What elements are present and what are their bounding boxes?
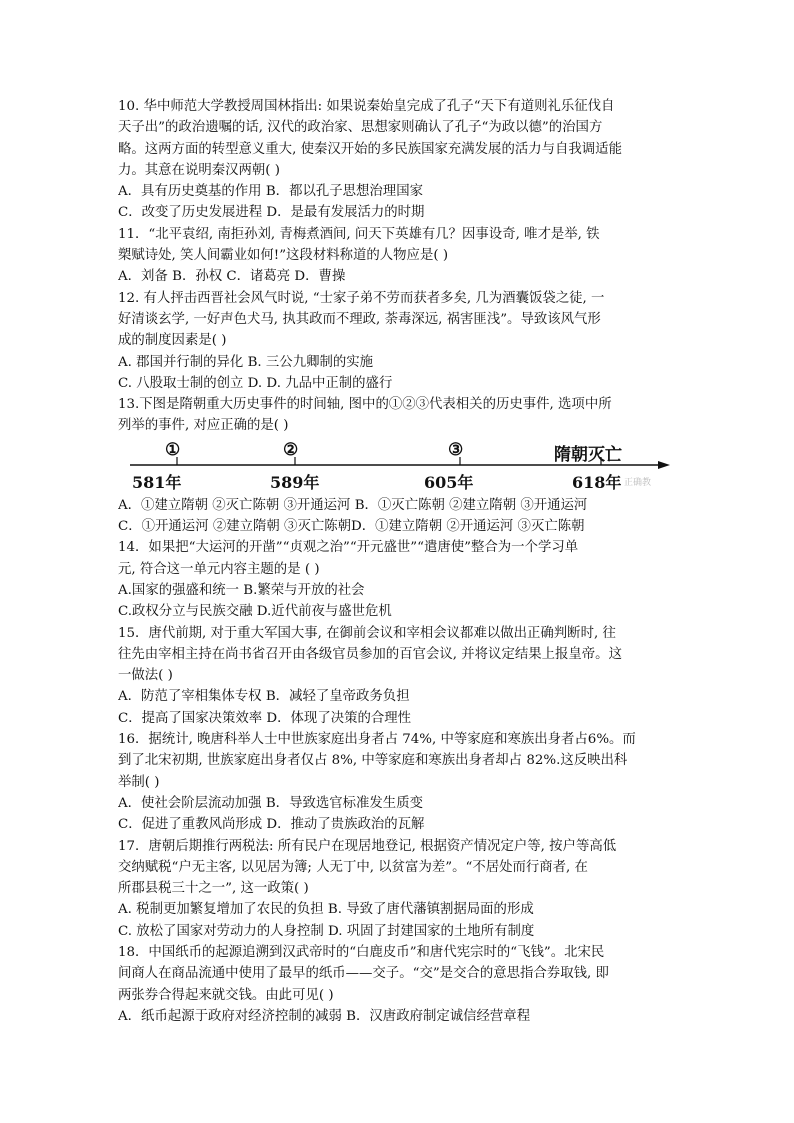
text-line: 略。这两方面的转型意义重大, 使秦汉开始的多民族国家充满发展的活力与自我调适能 [118, 141, 622, 157]
text-line: A．①建立隋朝 ②灭亡陈朝 ③开通运河 B．①灭亡陈朝 ②建立隋朝 ③开通运河 [118, 497, 588, 513]
text-line: 11．“北平袁绍, 南拒孙刘, 青梅煮酒间, 问天下英雄有几？因事设奇, 唯才是举, 铁 [118, 226, 600, 242]
question-block-13-18 [118, 495, 678, 1027]
document-page [118, 96, 678, 1027]
text-line: 槊赋诗处, 笑人间霸业如何!”这段材料称道的人物应是( ) [118, 248, 449, 264]
text-line: C. 放松了国家对劳动力的人身控制 D. 巩固了封建国家的土地所有制度 [118, 923, 535, 939]
question-block-10-13 [118, 96, 678, 437]
year-605: 605年 [424, 472, 474, 492]
text-line: 12. 有人抨击西晋社会风气时说, “士家子弟不劳而获者多矣, 几为酒囊饭袋之徒, 一 [118, 290, 605, 306]
text-line: 交纳赋税“户无主客, 以见居为簿; 人无丁中, 以贫富为差”。“不居处而行商者, 在 [118, 859, 588, 875]
text-line: 10. 华中师范大学教授周国林指出: 如果说秦始皇完成了孔子“天下有道则礼乐征伐自 [118, 99, 615, 114]
year-581: 581年 [132, 472, 182, 492]
marker-sui-fall: 隋朝灭亡 [554, 444, 622, 465]
text-line: 18．中国纸币的起源追溯到汉武帝时的“白鹿皮币”和唐代宪宗时的“飞钱”。北宋民 [118, 944, 605, 960]
text-line: A.国家的强盛和统一 B.繁荣与开放的社会 [118, 582, 365, 598]
watermark-text: 正确教 [624, 477, 652, 488]
text-line: 17．唐朝后期推行两税法: 所有民户在现居地登记, 根据资产情况定户等, 按户等高低 [118, 838, 617, 854]
text-line: 往先由宰相主持在尚书省召开由各级官员参加的百官会议, 并将议定结果上报皇帝。这 [118, 646, 622, 662]
text-line: C．促进了重教风尚形成 D．推动了贵族政治的瓦解 [118, 817, 425, 833]
text-line: A．使社会阶层流动加强 B．导致选官标准发生质变 [118, 795, 423, 811]
text-line: A．具有历史奠基的作用 B．都以孔子思想治理国家 [118, 184, 423, 200]
text-line: 力。其意在说明秦汉两朝( ) [118, 162, 281, 178]
year-618: 618年 [572, 472, 622, 492]
text-line: A．纸币起源于政府对经济控制的减弱 B．汉唐政府制定诚信经营章程 [118, 1008, 531, 1024]
text-line: A. 郡国并行制的异化 B. 三公九卿制的实施 [118, 354, 374, 370]
marker-2: ② [283, 439, 299, 460]
text-line: A．防范了宰相集体专权 B．减轻了皇帝政务负担 [118, 689, 410, 705]
text-line: 好清谈玄学, 一好声色犬马, 执其政而不理政, 荼毒深远, 祸害匪浅”。导致该风气形 [118, 311, 601, 327]
marker-3: ③ [448, 439, 464, 460]
text-line: C.政权分立与民族交融 D.近代前夜与盛世危机 [118, 604, 392, 620]
year-589: 589年 [270, 472, 320, 492]
text-line: 所郡县税三十之一”, 这一政策( ) [118, 881, 309, 897]
text-line: 15．唐代前期, 对于重大军国大事, 在御前会议和宰相会议都难以做出正确判断时, 往 [118, 625, 616, 641]
text-line: A．刘备 B．孙权 C．诸葛亮 D．曹操 [118, 269, 346, 285]
text-line: 14．如果把“大运河的开凿”“贞观之治”“开元盛世”“遣唐使”整合为一个学习单 [118, 540, 579, 556]
text-line: 一做法( ) [118, 668, 173, 684]
text-line: 16．据统计, 晚唐科举人士中世族家庭出身者占 74%, 中等家庭和寒族出身者占6%。而 [118, 732, 636, 748]
marker-1: ① [165, 439, 181, 460]
text-line: 13.下图是隋朝重大历史事件的时间轴, 图中的①②③代表相关的历史事件, 选项中所 [118, 397, 612, 413]
text-line: 两张券合得起来就交钱。由此可见( ) [118, 987, 334, 1003]
timeline-arrow-icon [658, 461, 670, 469]
text-line: C．①开通运河 ②建立隋朝 ③灭亡陈朝D．①建立隋朝 ②开通运河 ③灭亡陈朝 [118, 519, 585, 535]
text-line: C．改变了历史发展进程 D．是最有发展活力的时期 [118, 205, 425, 221]
text-line: 列举的事件, 对应正确的是( ) [118, 418, 289, 434]
text-line: 到了北宋初期, 世族家庭出身者仅占 8%, 中等家庭和寒族出身者却占 82%.这反映出科 [118, 753, 628, 769]
text-line: 元, 符合这一单元内容主题的是 ( ) [118, 561, 320, 577]
text-line: 间商人在商品流通中使用了最早的纸币——交子。“交”是交合的意思指合券取钱, 即 [118, 966, 609, 982]
text-line: A. 税制更加繁复增加了农民的负担 B. 导致了唐代藩镇割据局面的形成 [118, 902, 534, 918]
text-line: C．提高了国家决策效率 D．体现了决策的合理性 [118, 710, 412, 726]
text-line: 成的制度因素是( ) [118, 333, 227, 349]
sui-timeline [118, 437, 678, 495]
text-line: 举制( ) [118, 774, 160, 790]
text-line: 天子出”的政治遗嘱的话, 汉代的政治家、思想家则确认了孔子“为政以德”的治国方 [118, 120, 603, 136]
text-line: C. 八股取士制的创立 D. D. 九品中正制的盛行 [118, 375, 393, 391]
